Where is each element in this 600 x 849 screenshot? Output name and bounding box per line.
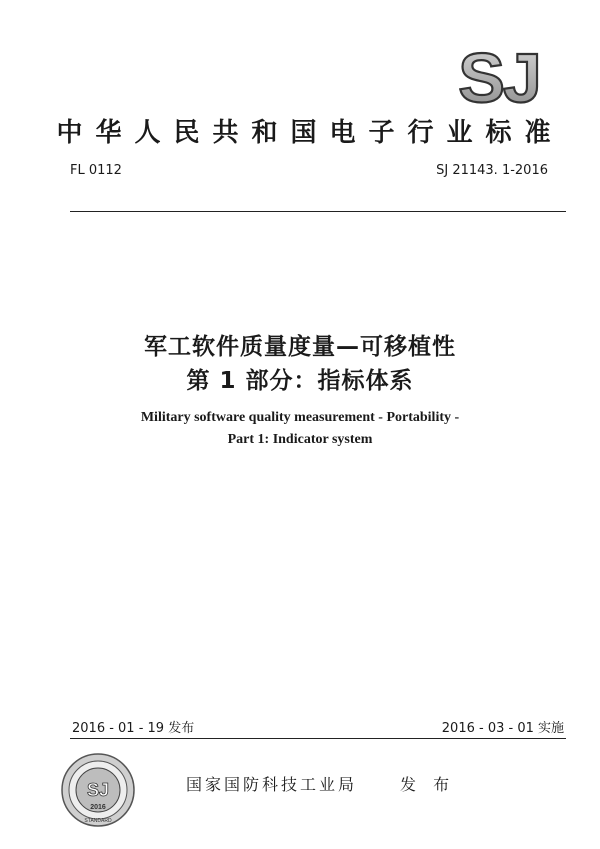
publisher-name: 国家国防科技工业局: [186, 775, 358, 794]
issue-date: 2016 - 01 - 19 发布: [72, 721, 195, 736]
bottom-divider: [70, 738, 566, 739]
seal-ring-text: STANDARD: [84, 818, 112, 824]
standard-number: SJ 21143. 1-2016: [436, 163, 548, 178]
standard-title: 中华人民共和国电子行业标准: [56, 118, 564, 148]
top-divider: [70, 211, 566, 212]
seal-center-text: SJ: [86, 780, 110, 800]
title-cn-line2: 第 1 部分：指标体系: [186, 368, 414, 394]
sj-logo: [448, 40, 550, 112]
title-cn-line1: 军工软件质量度量—可移植性: [144, 334, 456, 360]
publish-label: 发 布: [400, 775, 456, 794]
title-en-line1: Military software quality measurement - Portability -: [140, 410, 460, 425]
implementation-date: 2016 - 03 - 01 实施: [441, 721, 564, 736]
title-en-line2: Part 1: Indicator system: [227, 432, 373, 447]
classification-code: FL 0112: [70, 163, 122, 178]
sj-logo-text: SJ: [458, 40, 540, 112]
standard-seal-icon: [60, 752, 136, 828]
seal-year: 2016: [90, 804, 106, 811]
